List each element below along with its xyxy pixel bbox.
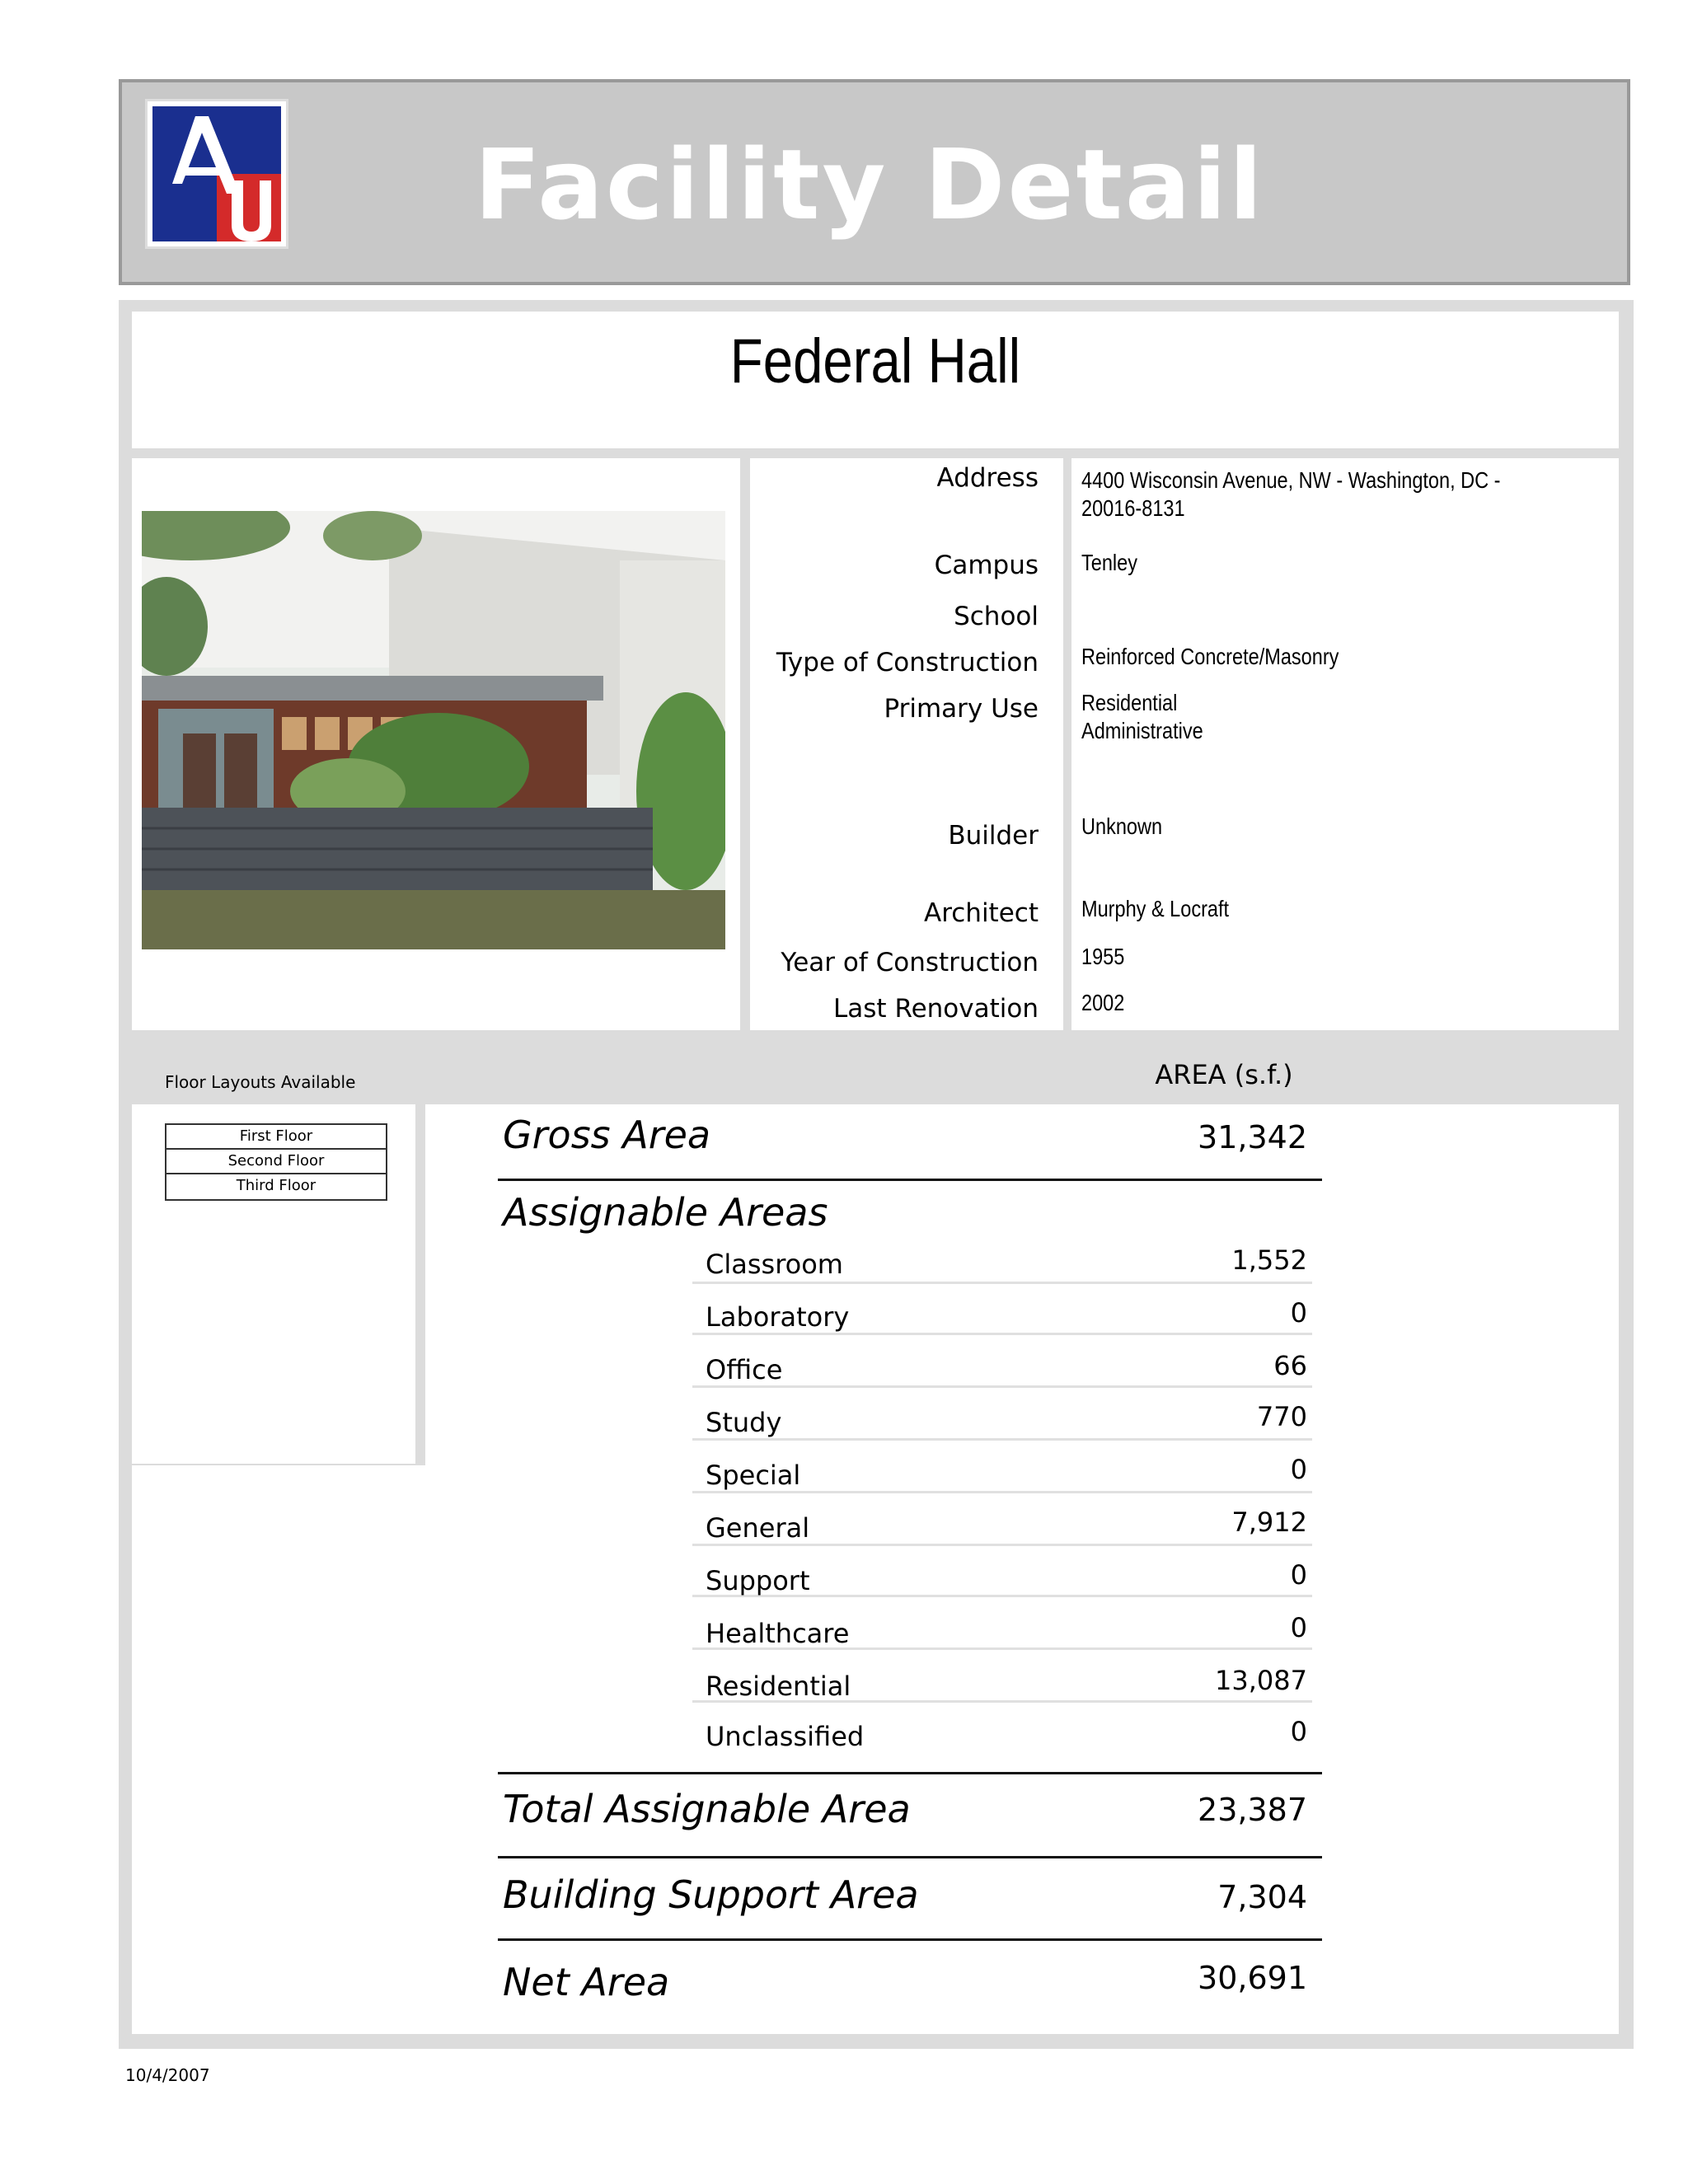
area-title: AREA (s.f.) — [1155, 1059, 1293, 1090]
category-label: Study — [706, 1407, 782, 1438]
school-label: School — [954, 602, 1039, 631]
category-value: 770 — [1256, 1401, 1307, 1432]
category-value: 0 — [1290, 1716, 1307, 1747]
category-value: 0 — [1290, 1612, 1307, 1643]
floor-layouts-title: Floor Layouts Available — [165, 1072, 356, 1092]
total-assignable-label: Total Assignable Area — [503, 1787, 911, 1831]
divider — [498, 1856, 1322, 1858]
address-label: Address — [936, 463, 1039, 493]
address-value-line1: 4400 Wisconsin Avenue, NW - Washington, DC - — [1081, 467, 1501, 493]
primary-use-value-1: Residential — [1081, 690, 1178, 715]
second-floor-link[interactable]: Second Floor — [166, 1150, 386, 1174]
third-floor-link[interactable]: Third Floor — [236, 1177, 316, 1194]
category-value: 0 — [1290, 1297, 1307, 1329]
category-value: 0 — [1290, 1454, 1307, 1485]
assignable-areas-label: Assignable Areas — [503, 1190, 828, 1235]
total-assignable-value: 23,387 — [1198, 1792, 1307, 1828]
construction-label: Type of Construction — [776, 648, 1039, 677]
category-label: Unclassified — [706, 1721, 865, 1752]
divider — [498, 1179, 1322, 1181]
category-value: 1,552 — [1231, 1244, 1307, 1276]
building-support-value: 7,304 — [1217, 1879, 1307, 1915]
building-support-label: Building Support Area — [503, 1872, 919, 1917]
builder-value: Unknown — [1081, 813, 1163, 839]
category-label: Residential — [706, 1671, 851, 1702]
builder-label: Builder — [948, 821, 1039, 851]
category-label: Special — [706, 1460, 801, 1491]
category-label: Classroom — [706, 1249, 843, 1280]
report-date: 10/4/2007 — [125, 2065, 210, 2085]
campus-value: Tenley — [1081, 550, 1137, 575]
divider — [498, 1772, 1322, 1774]
net-area-label: Net Area — [503, 1960, 670, 2004]
category-label: Support — [706, 1565, 810, 1596]
renovation-value: 2002 — [1081, 990, 1125, 1015]
category-value: 13,087 — [1215, 1665, 1307, 1696]
category-label: Healthcare — [706, 1618, 850, 1649]
renovation-label: Last Renovation — [833, 994, 1039, 1024]
building-photo — [142, 511, 725, 949]
category-value: 66 — [1273, 1350, 1307, 1381]
year-value: 1955 — [1081, 944, 1125, 969]
primary-use-label: Primary Use — [884, 694, 1039, 724]
gross-area-label: Gross Area — [503, 1113, 711, 1157]
facility-labels-panel — [750, 458, 1063, 1030]
category-label: Laboratory — [706, 1301, 850, 1333]
au-logo — [145, 99, 288, 249]
net-area-value: 30,691 — [1198, 1960, 1307, 1996]
architect-value: Murphy & Locraft — [1081, 896, 1230, 921]
divider — [498, 1938, 1322, 1941]
year-label: Year of Construction — [781, 948, 1039, 977]
floor-list — [165, 1123, 387, 1201]
page-title: Facility Detail — [474, 128, 1265, 241]
category-label: General — [706, 1512, 810, 1544]
category-value: 0 — [1290, 1559, 1307, 1591]
category-label: Office — [706, 1354, 783, 1385]
first-floor-link[interactable]: First Floor — [166, 1125, 386, 1150]
gross-area-value: 31,342 — [1198, 1119, 1307, 1155]
construction-value: Reinforced Concrete/Masonry — [1081, 644, 1339, 669]
address-value-line2: 20016-8131 — [1081, 495, 1185, 521]
campus-label: Campus — [934, 551, 1039, 580]
building-name: Federal Hall — [729, 326, 1021, 396]
primary-use-value-2: Administrative — [1081, 718, 1203, 743]
category-value: 7,912 — [1231, 1507, 1307, 1538]
architect-label: Architect — [923, 898, 1039, 928]
